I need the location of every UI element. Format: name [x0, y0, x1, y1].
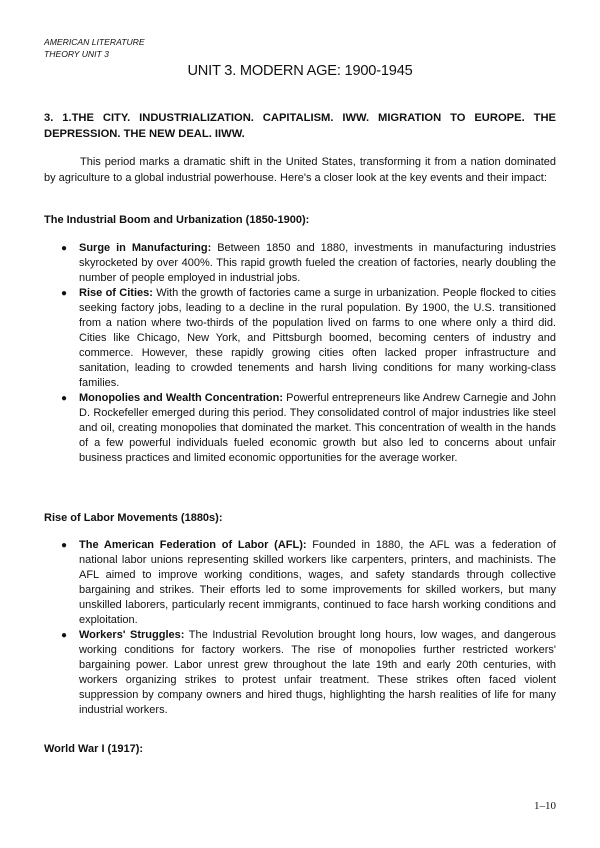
list-item-text: The Industrial Revolution brought long hours, low wages, and dangerous working conditions for factory workers. The rise of monopolies further restricted workers' bargaining power. Labor unrest grew throughout the late 19th and early 20th centuries, with workers organizing strikes to protest unfair treatment. These strikes often faced violent suppression by company owners and hired thugs, highlighting the harsh realities of life for many industrial workers.: [79, 629, 556, 716]
list-item: [44, 538, 556, 628]
page-title: UNIT 3. MODERN AGE: 1900-1945: [187, 63, 413, 79]
bullet-icon: ●: [61, 540, 68, 551]
list-item: [44, 391, 556, 466]
bullet-icon: ●: [61, 393, 68, 404]
bullet-icon: ●: [61, 630, 68, 641]
list-item: [44, 241, 556, 286]
bullet-icon: ●: [61, 288, 68, 299]
header-course: AMERICAN LITERATURE: [44, 37, 145, 47]
list-item: [44, 628, 556, 718]
list-item-term: Monopolies and Wealth Concentration:: [79, 392, 284, 404]
bullet-icon: ●: [61, 243, 68, 254]
list-item-text: Between 1850 and 1880, investments in manufacturing industries skyrocketed by over 400%. This rapid growth fueled the creation of factories, nearly doubling the number of people employed in industrial jobs.: [79, 242, 556, 284]
list-labor-movements: [44, 538, 556, 718]
subheading-world-war-i: World War I (1917):: [44, 743, 144, 755]
header-unit: THEORY UNIT 3: [44, 49, 109, 59]
list-item: [44, 286, 556, 391]
running-header: [44, 36, 145, 60]
subheading-industrial-boom: The Industrial Boom and Urbanization (1850-1900):: [44, 214, 310, 226]
list-item-text: Powerful entrepreneurs like Andrew Carnegie and John D. Rockefeller emerged during this period. They consolidated control of major industries like steel and oil, creating monopolies that dominated the market. This concentration of wealth in the hands of a few powerful individuals fueled economic growth but also led to concerns about unfair business practices and limited economic opportunities for the average worker.: [79, 392, 557, 464]
list-item-term: Surge in Manufacturing:: [79, 242, 212, 254]
list-item-term: Rise of Cities:: [79, 287, 153, 299]
list-item-term: The American Federation of Labor (AFL):: [79, 539, 307, 551]
subheading-labor-movements: Rise of Labor Movements (1880s):: [44, 512, 223, 524]
list-industrial-boom: [44, 241, 556, 466]
page-number: 1–10: [534, 800, 556, 812]
list-item-text: With the growth of factories came a surge in urbanization. People flocked to cities seeking factory jobs, leading to a decline in the rural population. By 1900, the U.S. transitioned from a nation where two-thirds of the population lived on farms to one where only a third did. Cities like Chicago, New York, and Pittsburgh boomed, becoming centers of industry and commerce. However, these rapidly growing cities often lacked proper infrastructure and sanitation, leading to crowded tenements and harsh living conditions for many working-class families.: [79, 287, 556, 389]
list-item-term: Workers' Struggles:: [79, 629, 185, 641]
section-heading: 3. 1.THE CITY. INDUSTRIALIZATION. CAPITALISM. IWW. MIGRATION TO EUROPE. THE DEPRESSION. THE NEW DEAL. IIWW.: [44, 112, 556, 140]
intro-paragraph: This period marks a dramatic shift in the United States, transforming it from a nation dominated by agriculture to a global industrial powerhouse. Here's a closer look at the key events and their impact:: [44, 156, 556, 184]
list-item-text: Founded in 1880, the AFL was a federation of national labor unions representing skilled workers like carpenters, printers, and machinists. The AFL aimed to improve working conditions, wages, and safety standards through collective bargaining and strikes. Their efforts led to some improvements for skilled workers, but many unskilled laborers, particularly recent immigrants, continued to face harsh working conditions and exploitation.: [79, 539, 556, 626]
